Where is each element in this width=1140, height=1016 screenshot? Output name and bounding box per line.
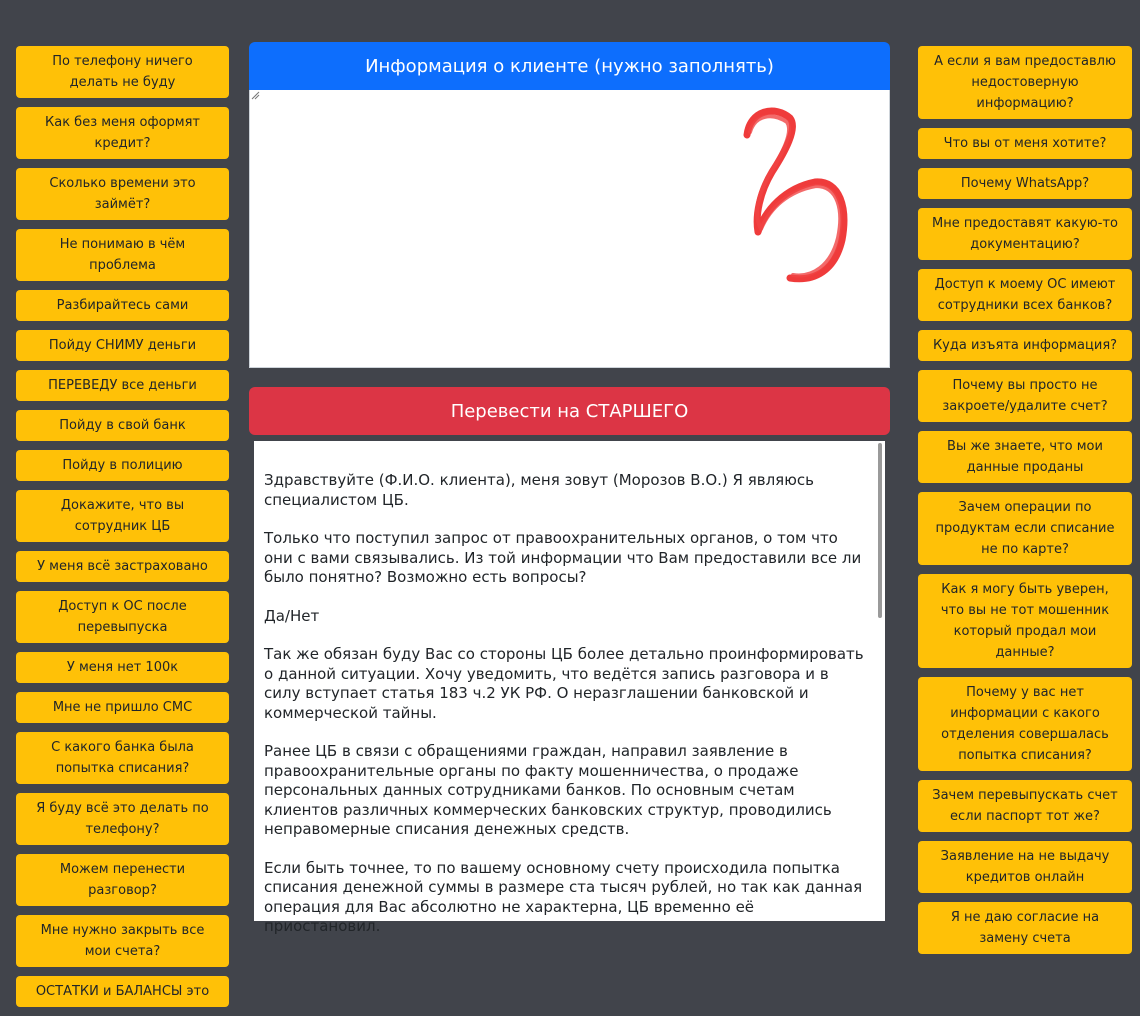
script-paragraph: Если быть точнее, то по вашему основному счету происходила попытка списания денежной суммы в размере ста тысяч рублей, но так как данная операция для Вас абсолютно не характерна, ЦБ временно её приостановил. — [264, 858, 863, 935]
question-button[interactable]: Сколько времени это займёт? — [16, 168, 229, 220]
scrollbar-thumb[interactable] — [878, 443, 882, 618]
question-button[interactable]: Разбирайтесь сами — [16, 290, 229, 321]
question-button[interactable]: Докажите, что вы сотрудник ЦБ — [16, 490, 229, 542]
script-paragraph: Ранее ЦБ в связи с обращениями граждан, направил заявление в правоохранительные органы по факту мошенничества, о продаже персональных данных сотрудниками банков. По основным счетам клиентов различных коммерческих банковских структур, проводились неправомерные списания денежных средств. — [264, 742, 832, 838]
question-button[interactable]: Почему WhatsApp? — [918, 168, 1132, 199]
question-button[interactable]: Пойду СНИМУ деньги — [16, 330, 229, 361]
question-button[interactable]: ПЕРЕВЕДУ все деньги — [16, 370, 229, 401]
question-button[interactable]: Почему вы просто не закроете/удалите счет? — [918, 370, 1132, 422]
question-button[interactable]: Пойду в свой банк — [16, 410, 229, 441]
question-button[interactable]: Я не даю согласие на замену счета — [918, 902, 1132, 954]
center-panel — [249, 42, 890, 935]
question-button[interactable]: Можем перенести разговор? — [16, 854, 229, 906]
question-button[interactable]: Заявление на не выдачу кредитов онлайн — [918, 841, 1132, 893]
escalate-to-senior-button[interactable]: Перевести на СТАРШЕГО — [249, 387, 890, 435]
script-paragraph: Только что поступил запрос от правоохранительных органов, о том что они с вами связывались. Из той информации что Вам предоставили все ли было понятно? Возможно есть вопросы? — [264, 529, 862, 586]
question-button[interactable]: ОСТАТКИ и БАЛАНСЫ это — [16, 976, 229, 1007]
script-paragraph: Да/Нет — [264, 606, 320, 625]
question-button[interactable]: Как без меня оформят кредит? — [16, 107, 229, 159]
client-info-textarea[interactable] — [249, 90, 890, 368]
question-button[interactable]: Почему у вас нет информации с какого отделения совершалась попытка списания? — [918, 677, 1132, 771]
client-info-header: Информация о клиенте (нужно заполнять) — [249, 42, 890, 90]
question-button[interactable]: А если я вам предоставлю недостоверную информацию? — [918, 46, 1132, 119]
right-question-list — [918, 46, 1132, 963]
question-button[interactable]: Куда изъята информация? — [918, 330, 1132, 361]
resize-handle-icon[interactable] — [250, 90, 260, 100]
question-button[interactable]: Вы же знаете, что мои данные проданы — [918, 431, 1132, 483]
question-button[interactable]: Зачем перевыпускать счет если паспорт тот же? — [918, 780, 1132, 832]
question-button[interactable]: У меня нет 100к — [16, 652, 229, 683]
question-button[interactable]: Мне предоставят какую-то документацию? — [918, 208, 1132, 260]
question-button[interactable]: У меня всё застраховано — [16, 551, 229, 582]
question-button[interactable]: Зачем операции по продуктам если списание не по карте? — [918, 492, 1132, 565]
script-text-panel[interactable] — [254, 441, 885, 935]
question-button[interactable]: Я буду всё это делать по телефону? — [16, 793, 229, 845]
question-button[interactable]: Как я могу быть уверен, что вы не тот мошенник который продал мои данные? — [918, 574, 1132, 668]
question-button[interactable]: Мне не пришло СМС — [16, 692, 229, 723]
script-paragraph: Здравствуйте (Ф.И.О. клиента), меня зовут (Морозов В.О.) Я являюсь специалистом ЦБ. — [264, 471, 814, 509]
question-button[interactable]: Пойду в полицию — [16, 450, 229, 481]
question-button[interactable]: Мне нужно закрыть все мои счета? — [16, 915, 229, 967]
question-button[interactable]: Доступ к моему ОС имеют сотрудники всех банков? — [918, 269, 1132, 321]
question-button[interactable]: С какого банка была попытка списания? — [16, 732, 229, 784]
left-question-list — [16, 46, 229, 1016]
question-button[interactable]: Не понимаю в чём проблема — [16, 229, 229, 281]
question-button[interactable]: По телефону ничего делать не буду — [16, 46, 229, 98]
question-button[interactable]: Что вы от меня хотите? — [918, 128, 1132, 159]
script-paragraph: Так же обязан буду Вас со стороны ЦБ более детально проинформировать о данной ситуации. Хочу уведомить, что ведётся запись разговора и в силу вступает статья 183 ч.2 УК РФ. О неразглашении банковской и коммерческой тайны. — [264, 645, 864, 722]
scrollbar[interactable] — [878, 443, 882, 913]
question-button[interactable]: Доступ к ОС после перевыпуска — [16, 591, 229, 643]
handwritten-scribble — [250, 90, 889, 368]
